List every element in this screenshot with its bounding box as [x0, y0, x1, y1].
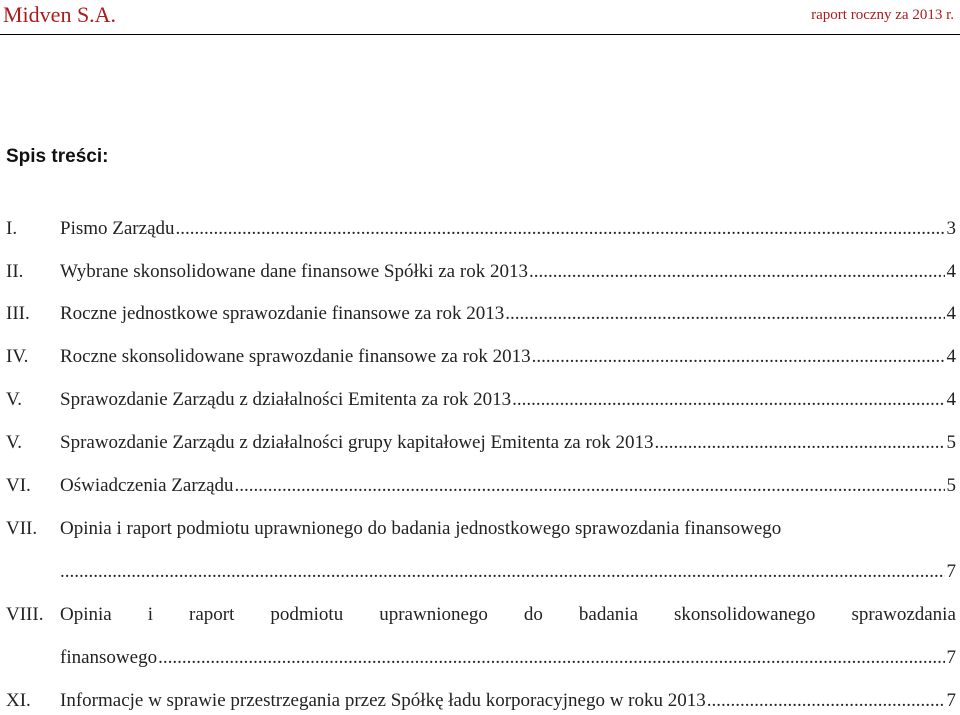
toc-entry-number: IV.: [6, 346, 29, 367]
title-word: skonsolidowanego: [674, 604, 816, 625]
toc-entry-title: Oświadczenia Zarządu: [60, 475, 234, 496]
toc-entry-title: Sprawozdanie Zarządu z działalności grupy kapitałowej Emitenta za rok 2013: [60, 432, 654, 453]
title-word: raport: [189, 604, 235, 625]
toc-entry-8[interactable]: [6, 516, 956, 542]
dot-leader: [512, 387, 944, 413]
toc-entry-10[interactable]: [6, 688, 956, 714]
toc-entry-number: XI.: [6, 690, 31, 711]
title-word: i: [147, 604, 153, 625]
toc-entry-number: V.: [6, 432, 23, 453]
title-word: sprawozdania: [851, 604, 956, 625]
toc-entry-1[interactable]: [6, 216, 956, 242]
title-word: podmiotu: [270, 604, 344, 625]
toc-entry-page: 3: [946, 218, 956, 239]
toc-entry-page: 7: [946, 561, 956, 582]
toc-entry-number: V.: [6, 389, 23, 410]
toc-entry-page: 5: [946, 475, 956, 496]
toc-entry-4[interactable]: [6, 344, 956, 370]
dot-leader: [60, 559, 945, 585]
toc-entry-8-continuation[interactable]: [6, 559, 956, 585]
toc-entry-title: Sprawozdanie Zarządu z działalności Emitenta za rok 2013: [60, 389, 512, 410]
toc-entry-3[interactable]: [6, 301, 956, 327]
dot-leader: [176, 216, 945, 242]
company-name: Midven S.A.: [3, 2, 117, 27]
toc-entry-page: 4: [946, 389, 956, 410]
dot-leader: [655, 430, 945, 456]
toc-entry-number: VIII.: [6, 604, 44, 625]
title-word: do: [523, 604, 543, 625]
toc-entry-page: 4: [946, 346, 956, 367]
toc-entry-number: I.: [6, 218, 18, 239]
toc-entry-title: Informacje w sprawie przestrzegania przez Spółkę ładu korporacyjnego w roku 2013: [60, 690, 706, 711]
toc-title: Spis treści:: [6, 146, 109, 167]
toc-entry-page: 4: [946, 261, 956, 282]
page-header: [0, 0, 960, 35]
toc-entry-6[interactable]: [6, 430, 956, 456]
dot-leader: [235, 473, 945, 499]
toc-entry-number: III.: [6, 303, 30, 324]
toc-entry-number: VI.: [6, 475, 31, 496]
toc-entry-page: 7: [946, 647, 956, 668]
title-word: badania: [578, 604, 638, 625]
toc-entry-title: Wybrane skonsolidowane dane finansowe Spółki za rok 2013: [60, 261, 528, 282]
dot-leader: [505, 301, 944, 327]
toc-entry-title: Pismo Zarządu: [60, 218, 175, 239]
toc-entry-page: 7: [946, 690, 956, 711]
dot-leader: [707, 688, 945, 714]
toc-entry-7[interactable]: [6, 473, 956, 499]
toc-entry-5[interactable]: [6, 387, 956, 413]
title-word: Opinia: [60, 604, 112, 625]
title-word: uprawnionego: [379, 604, 488, 625]
report-label: raport roczny za 2013 r.: [811, 7, 954, 23]
toc-entry-9[interactable]: [6, 602, 956, 628]
toc-entry-number: II.: [6, 261, 24, 282]
dot-leader: [529, 259, 945, 285]
toc-entry-title-continuation: finansowego: [60, 647, 158, 668]
toc-entry-title: [60, 602, 956, 628]
toc-entry-number: VII.: [6, 518, 38, 539]
toc-entry-page: 5: [946, 432, 956, 453]
dot-leader: [532, 344, 945, 370]
toc-entry-title: Roczne jednostkowe sprawozdanie finansowe za rok 2013: [60, 303, 505, 324]
toc-entry-2[interactable]: [6, 259, 956, 285]
dot-leader: [158, 645, 944, 671]
toc-entry-page: 4: [946, 303, 956, 324]
toc-entry-9-continuation[interactable]: [6, 645, 956, 671]
toc-entry-title: Roczne skonsolidowane sprawozdanie finansowe za rok 2013: [60, 346, 531, 367]
toc-entry-title: Opinia i raport podmiotu uprawnionego do badania jednostkowego sprawozdania finansowego: [60, 518, 782, 539]
